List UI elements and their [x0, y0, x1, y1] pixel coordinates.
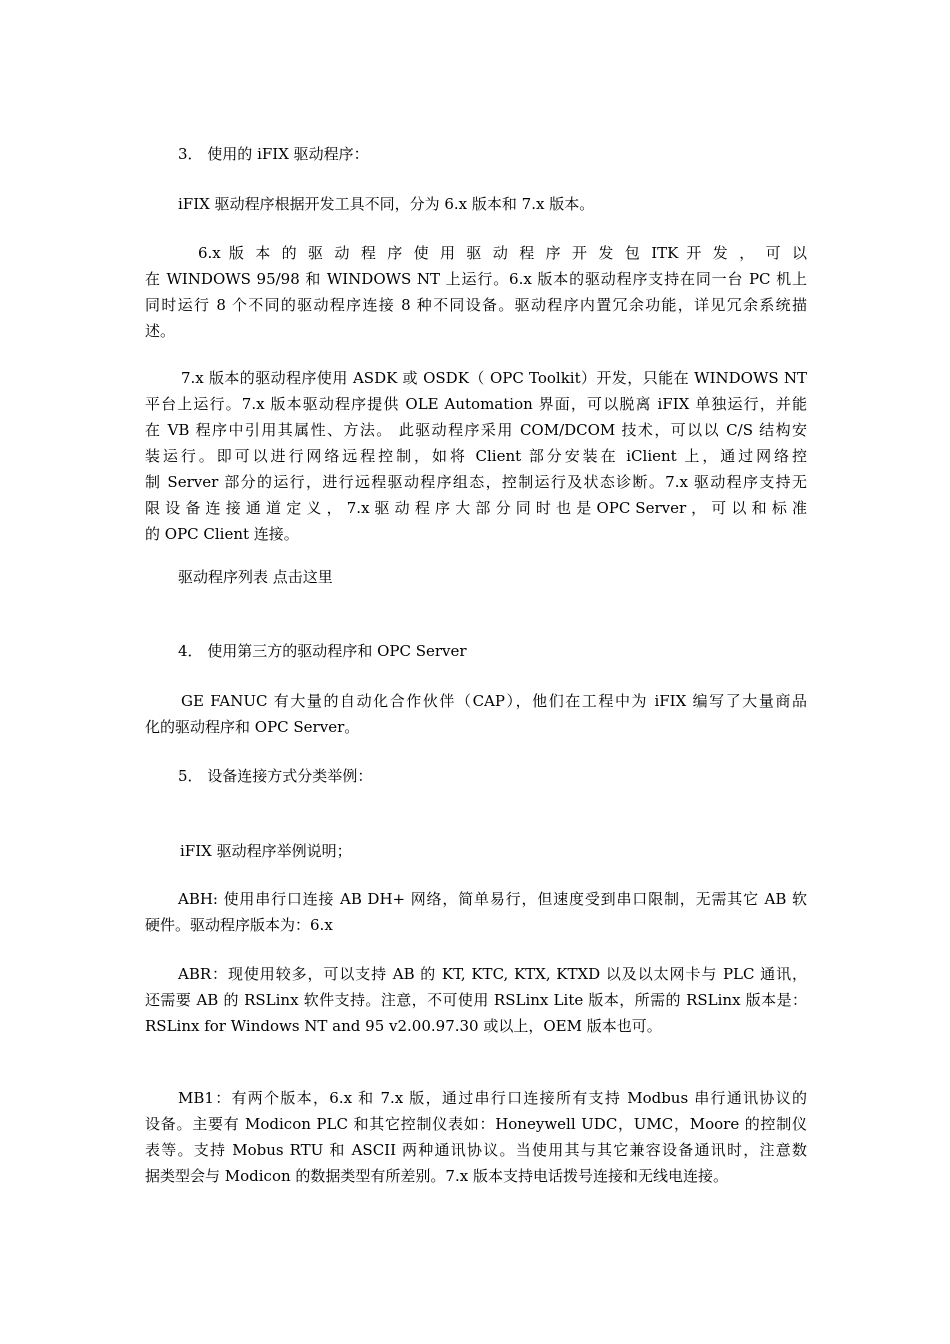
v7-line-1: 7.x 版本的驱动程序使用 ASDK 或 OSDK（ OPC Toolkit）开发，只能在 WINDOWS NT [181, 369, 807, 387]
v6-line-3: 同时运行 8 个不同的驱动程序连接 8 种不同设备。驱动程序内置冗余功能，详见冗余系统描 [145, 296, 807, 314]
v7-line-4: 装运行。即可以进行网络远程控制，如将 Client 部分安装在 iClient 上，通过网络控 [145, 447, 807, 465]
mb1-line-3: 表等。支持 Mobus RTU 和 ASCII 两种通讯协议。当使用其与其它兼容设备通讯时，注意数 [145, 1141, 807, 1159]
abh-line-1: ABH: 使用串行口连接 AB DH+ 网络，简单易行，但速度受到串口限制，无需其它 AB 软 [178, 890, 807, 908]
gefanuc-line-2: 化的驱动程序和 OPC Server。 [145, 718, 360, 736]
v6-line-4: 述。 [145, 322, 176, 340]
v7-line-6: 限 设 备 连 接 通 道 定 义 ， 7.x 驱 动 程 序 大 部 分 同 时 也 是 OPC Server ， 可 以 和 标 准 [145, 499, 807, 517]
abh-line-2: 硬件。驱动程序版本为：6.x [145, 916, 333, 934]
section-4-heading: 4． 使用第三方的驱动程序和 OPC Server [178, 642, 467, 660]
v7-line-7: 的 OPC Client 连接。 [145, 525, 299, 543]
v7-line-3: 在 VB 程序中引用其属性、方法。 此驱动程序采用 COM/DCOM 技术，可以以 C/S 结构安 [145, 421, 807, 439]
intro-paragraph: iFIX 驱动程序根据开发工具不同，分为 6.x 版本和 7.x 版本。 [178, 195, 595, 213]
abr-paragraph [145, 961, 807, 1039]
mb1-line-4: 据类型会与 Modicon 的数据类型有所差别。7.x 版本支持电话拨号连接和无线电连接。 [145, 1167, 728, 1185]
section-5-heading: 5． 设备连接方式分类举例： [178, 767, 373, 785]
mb1-line-1: MB1：有两个版本，6.x 和 7.x 版，通过串行口连接所有支持 Modbus 串行通讯协议的 [178, 1089, 807, 1107]
v7-paragraph [145, 365, 807, 547]
v7-line-2: 平台上运行。7.x 版本驱动程序提供 OLE Automation 界面，可以脱离 iFIX 单独运行，并能 [145, 395, 807, 413]
abr-line-2: 还需要 AB 的 RSLinx 软件支持。注意，不可使用 RSLinx Lite 版本，所需的 RSLinx 版本是： [145, 991, 807, 1009]
v7-line-5: 制 Server 部分的运行，进行远程驱动程序组态，控制运行及状态诊断。7.x 驱动程序支持无 [145, 473, 807, 491]
ifix-examples-line: iFIX 驱动程序举例说明； [180, 842, 352, 860]
abh-paragraph [145, 886, 807, 938]
gefanuc-paragraph [145, 688, 807, 740]
abr-line-3: RSLinx for Windows NT and 95 v2.00.97.30 或以上，OEM 版本也可。 [145, 1017, 662, 1035]
driver-list-link[interactable]: 驱动程序列表 点击这里 [178, 568, 333, 586]
section-3-heading: 3． 使用的 iFIX 驱动程序： [178, 145, 369, 163]
v6-line-2: 在 WINDOWS 95/98 和 WINDOWS NT 上运行。6.x 版本的驱动程序支持在同一台 PC 机上 [145, 270, 807, 288]
mb1-line-2: 设备。主要有 Modicon PLC 和其它控制仪表如：Honeywell UDC，UMC，Moore 的控制仪 [145, 1115, 807, 1133]
v6-line-1: 6.x 版 本 的 驱 动 程 序 使 用 驱 动 程 序 开 发 包 ITK 开 发 ， 可 以 [198, 244, 807, 262]
v6-paragraph [145, 240, 807, 344]
gefanuc-line-1: GE FANUC 有大量的自动化合作伙伴（CAP），他们在工程中为 iFIX 编写了大量商品 [181, 692, 807, 710]
mb1-paragraph [145, 1085, 807, 1189]
abr-line-1: ABR：现使用较多，可以支持 AB 的 KT, KTC, KTX, KTXD 以及以太网卡与 PLC 通讯， [178, 965, 807, 983]
